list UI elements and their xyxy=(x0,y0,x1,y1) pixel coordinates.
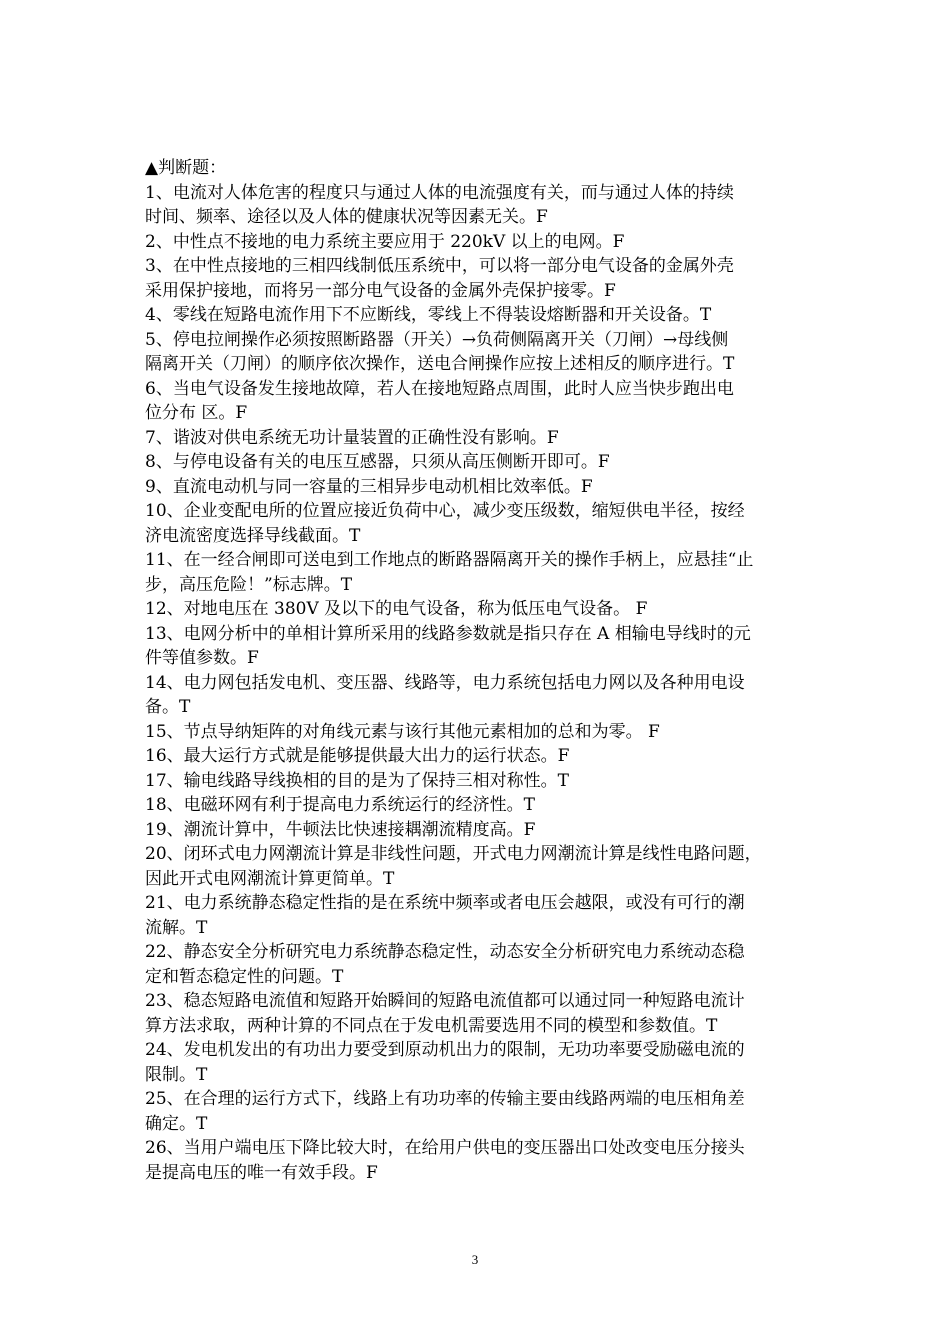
text-line: 1、电流对人体危害的程度只与通过人体的电流强度有关，而与通过人体的持续 xyxy=(145,182,734,203)
text-line: 步，高压危险！”标志牌。T xyxy=(145,574,353,595)
text-line: 7、谐波对供电系统无功计量装置的正确性没有影响。F xyxy=(145,427,559,448)
text-line: 17、输电线路导线换相的目的是为了保持三相对称性。T xyxy=(145,770,569,791)
text-line: 算方法求取，两种计算的不同点在于发电机需要选用不同的模型和参数值。T xyxy=(145,1015,718,1036)
section-heading: ▲判断题： xyxy=(145,158,227,178)
text-line: 时间、频率、途径以及人体的健康状况等因素无关。F xyxy=(145,207,548,227)
document-body xyxy=(145,156,810,1185)
text-line: 13、电网分析中的单相计算所采用的线路参数就是指只存在 A 相输电导线时的元 xyxy=(145,623,751,644)
text-line: 流解。T xyxy=(145,917,208,938)
text-line: 19、潮流计算中，牛顿法比快速接耦潮流精度高。F xyxy=(145,819,536,840)
text-line: 18、电磁环网有利于提高电力系统运行的经济性。T xyxy=(145,795,535,815)
text-line: 22、静态安全分析研究电力系统静态稳定性，动态安全分析研究电力系统动态稳 xyxy=(145,942,745,962)
text-line: 2、中性点不接地的电力系统主要应用于 220kV 以上的电网。F xyxy=(145,231,625,252)
text-line: 21、电力系统静态稳定性指的是在系统中频率或者电压会越限，或没有可行的潮 xyxy=(145,893,745,913)
text-line: 16、最大运行方式就是能够提供最大出力的运行状态。F xyxy=(145,746,570,766)
question-list xyxy=(145,181,810,1186)
text-line: 限制。T xyxy=(145,1064,208,1085)
text-line: 定和暂态稳定性的问题。T xyxy=(145,966,344,987)
text-line: 隔离开关（刀闸）的顺序依次操作，送电合闸操作应按上述相反的顺序进行。T xyxy=(145,354,735,374)
text-line: 4、零线在短路电流作用下不应断线，零线上不得装设熔断器和开关设备。T xyxy=(145,305,712,325)
text-line: 件等值参数。F xyxy=(145,648,259,668)
text-line: 14、电力网包括发电机、变压器、线路等，电力系统包括电力网以及各种用电设 xyxy=(145,672,745,693)
text-line: 20、闭环式电力网潮流计算是非线性问题，开式电力网潮流计算是线性电路问题， xyxy=(145,844,762,864)
text-line: 5、停电拉闸操作必须按照断路器（开关）→负荷侧隔离开关（刀闸）→母线侧 xyxy=(145,329,729,350)
text-line: 是提高电压的唯一有效手段。F xyxy=(145,1162,378,1183)
text-line: 12、对地电压在 380V 及以下的电气设备，称为低压电气设备。 F xyxy=(145,599,648,619)
text-line: 25、在合理的运行方式下，线路上有功功率的传输主要由线路两端的电压相角差 xyxy=(145,1089,745,1109)
text-line: 9、直流电动机与同一容量的三相异步电动机相比效率低。F xyxy=(145,476,593,497)
text-line: 8、与停电设备有关的电压互感器，只须从高压侧断开即可。F xyxy=(145,452,610,472)
text-line: 济电流密度选择导线截面。T xyxy=(145,525,361,546)
text-line: 10、企业变配电所的位置应接近负荷中心，减少变压级数，缩短供电半径，按经 xyxy=(145,501,745,521)
text-line: 23、稳态短路电流值和短路开始瞬间的短路电流值都可以通过同一种短路电流计 xyxy=(145,991,745,1011)
text-line: 采用保护接地，而将另一部分电气设备的金属外壳保护接零。F xyxy=(145,280,616,301)
text-line: 6、当电气设备发生接地故障，若人在接地短路点周围，此时人应当快步跑出电 xyxy=(145,378,734,399)
text-line: 24、发电机发出的有功出力要受到原动机出力的限制，无功功率要受励磁电流的 xyxy=(145,1040,745,1060)
text-line: 26、当用户端电压下降比较大时，在给用户供电的变压器出口处改变电压分接头 xyxy=(145,1138,745,1158)
text-line: 11、在一经合闸即可送电到工作地点的断路器隔离开关的操作手柄上，应悬挂“止 xyxy=(145,550,754,570)
text-line: 15、节点导纳矩阵的对角线元素与该行其他元素相加的总和为零。 F xyxy=(145,721,660,742)
text-line: 备。T xyxy=(145,697,191,717)
text-line: 3、在中性点接地的三相四线制低压系统中，可以将一部分电气设备的金属外壳 xyxy=(145,256,734,276)
page-number: 3 xyxy=(471,1252,479,1267)
text-line: 确定。T xyxy=(145,1113,208,1134)
text-line: 位分布 区。F xyxy=(145,403,248,423)
text-line: 因此开式电网潮流计算更简单。T xyxy=(145,868,395,889)
